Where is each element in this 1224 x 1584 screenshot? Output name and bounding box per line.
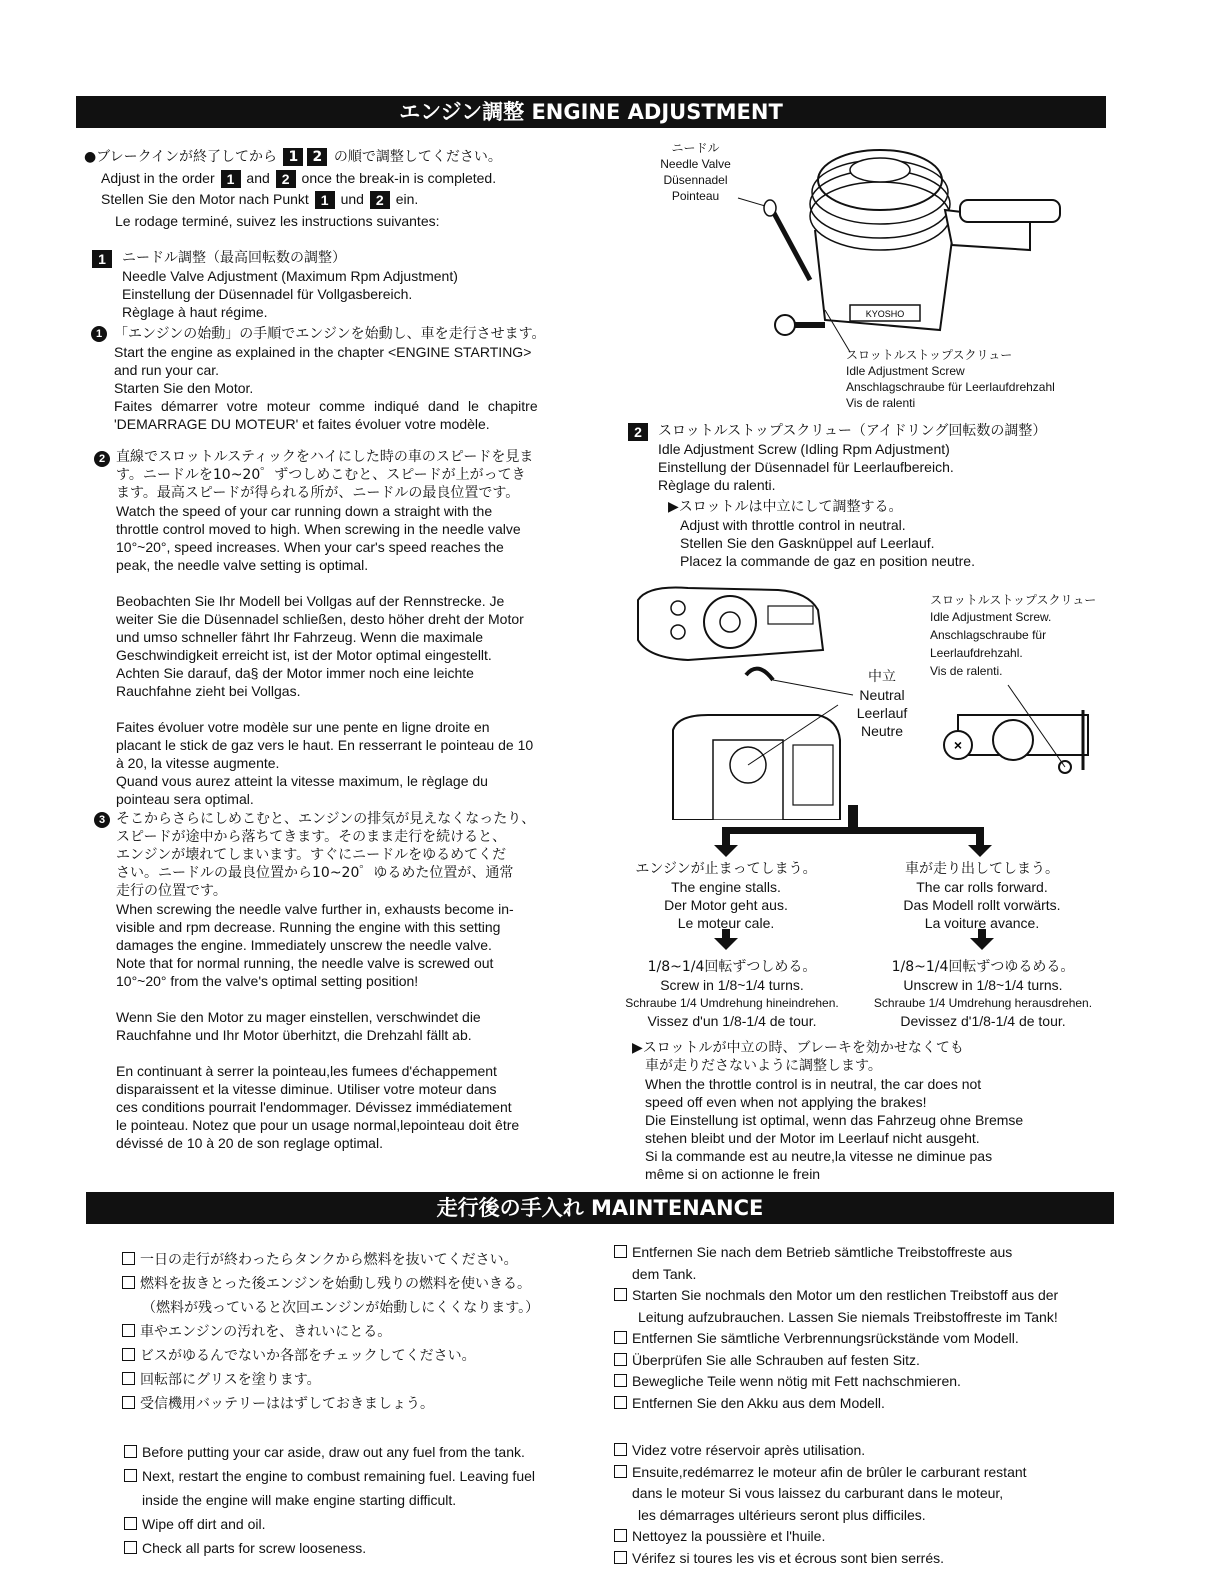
intro-en-a: Adjust in the order [101, 170, 215, 186]
intro-de-und: und [340, 191, 364, 207]
step-box-1: 1 [315, 191, 335, 209]
maint-jp-text: ビスがゆるんでないか各部をチェックしてください。 [140, 1348, 476, 1364]
section2-fr: Règlage du ralenti. [658, 477, 776, 493]
neutral-de: Leerlauf [856, 705, 908, 721]
flow-right-jp: 車が走り出してしまう。 [905, 861, 1059, 877]
maint-fr-item [614, 1440, 1027, 1462]
step3-fr3: ces conditions pourrait l'endommager. Dévissez immédiatement [116, 1099, 512, 1115]
step-box-2: 2 [370, 191, 390, 209]
maint-fr-text: dans le moteur Si vous laissez du carburant dans le moteur, [632, 1485, 1004, 1501]
section2-de: Einstellung der Düsennadel für Leerlaufbereich. [658, 459, 954, 475]
flow-left-jp: エンジンが止まってしまう。 [635, 861, 817, 877]
tx-stop-en: Idle Adjustment Screw. [930, 610, 1052, 624]
step1-text [114, 325, 588, 433]
flow-left-de: Der Motor geht aus. [664, 897, 788, 913]
maint-en-text: Next, restart the engine to combust remaining fuel. Leaving fuel [142, 1468, 535, 1484]
step1-en2: and run your car. [114, 362, 220, 378]
maint-en-item [124, 1536, 535, 1560]
idle-en: Idle Adjustment Screw [846, 364, 965, 378]
idle-screw-label [846, 347, 1055, 411]
checkbox-icon [614, 1353, 627, 1366]
step-box-1: 1 [221, 170, 241, 188]
step3-en3: damages the engine. Immediately unscrew the needle valve. [116, 937, 492, 953]
maint-de-item [614, 1264, 1058, 1286]
flow-left [616, 860, 836, 932]
step2-text [116, 448, 588, 808]
maint-de-text: Entfernen Sie sämtliche Verbrennungsrückstände vom Modell. [632, 1330, 1019, 1346]
tx-stop-label [930, 592, 1096, 680]
section1-box: 1 [92, 250, 112, 268]
checkbox-icon [124, 1469, 137, 1482]
step3-jp1: そこからさらにしめこむと、エンジンの排気が見えなくなったり、 [116, 811, 536, 827]
maint-en-text: Check all parts for screw looseness. [142, 1540, 367, 1556]
intro-de-b: ein. [395, 191, 419, 207]
checkbox-icon [124, 1517, 137, 1530]
note-fr1: Si la commande est au neutre,la vitesse ne diminue pas [645, 1148, 993, 1164]
maint-de-item [614, 1242, 1058, 1264]
maint-jp-text: 燃料を抜きとった後エンジンを始動し残りの燃料を使いきる。 [140, 1276, 532, 1292]
step2-en4: peak, the needle valve setting is optimal. [116, 557, 369, 573]
step3-text [116, 810, 568, 1152]
note-jp2: 車が走りださないように調整します。 [645, 1058, 882, 1074]
checkbox-icon [122, 1396, 135, 1409]
step3-fr4: le pointeau. Notez que pour un usage normal,lepointeau doit être [116, 1117, 520, 1133]
checkbox-icon [614, 1288, 627, 1301]
maint-jp-text: 回転部にグリスを塗ります。 [140, 1372, 321, 1388]
maint-jp-text: 車やエンジンの汚れを、きれいにとる。 [140, 1324, 392, 1340]
step3-jp4: さい。ニードルの最良位置から10~20゜ゆるめた位置が、通常 [116, 865, 514, 881]
tx-stop-de1: Anschlagschraube für [930, 628, 1047, 642]
maint-fr-text: Vérifez si toures les vis et écrous sont bien serrés. [632, 1549, 945, 1566]
checkbox-icon [614, 1245, 627, 1258]
checkbox-icon [122, 1348, 135, 1361]
checkbox-icon [614, 1465, 627, 1478]
maint-fr-text: Videz votre réservoir après utilisation. [632, 1442, 866, 1458]
maint-de-list [614, 1242, 1058, 1414]
step3-en5: 10°~20° from the valve's optimal setting position! [116, 973, 419, 989]
maint-fr-text: Nettoyez la poussière et l'huile. [632, 1528, 826, 1544]
maint-fr-item [614, 1505, 1027, 1527]
step2-de4: Geschwindigkeit erreicht ist, ist der Motor optimal eingestellt. [116, 647, 492, 663]
checkbox-icon [614, 1396, 627, 1409]
intro-en [101, 169, 496, 188]
flow-right-en: The car rolls forward. [916, 879, 1048, 895]
step3-en4: Note that for normal running, the needle valve is screwed out [116, 955, 494, 971]
flow-left2-en: Screw in 1/8~1/4 turns. [660, 977, 804, 993]
note-en2: speed off even when not applying the brakes! [645, 1094, 927, 1110]
checkbox-icon [122, 1252, 135, 1265]
needle-de: Düsennadel [663, 173, 728, 187]
flow-left2-fr: Vissez d'un 1/8-1/4 de tour. [647, 1013, 817, 1029]
maint-de-item [614, 1307, 1058, 1329]
checkbox-icon [614, 1443, 627, 1456]
step1-fr2: 'DEMARRAGE DU MOTEUR' et faites évoluer votre modèle. [114, 416, 490, 432]
maint-fr-item [614, 1483, 1027, 1505]
maint-en-item [124, 1440, 535, 1464]
maint-de-item [614, 1371, 1058, 1393]
flow-left2-jp: 1/8~1/4回転ずつしめる。 [647, 959, 817, 975]
neutral-fr: Neutre [860, 723, 904, 739]
engine-illustration [730, 130, 1100, 370]
intro-jp [84, 148, 502, 166]
idle-fr: Vis de ralenti [846, 396, 916, 410]
maint-de-item [614, 1285, 1058, 1307]
step2-de2: weiter Sie die Düsennadel schließen, desto höher dreht der Motor [116, 611, 524, 627]
checkbox-icon [122, 1372, 135, 1385]
maintenance-header: 走行後の手入れ MAINTENANCE [86, 1192, 1114, 1224]
step1-de: Starten Sie den Motor. [114, 380, 254, 396]
step1-circle: 1 [91, 326, 107, 342]
note-fr2: même si on actionne le frein [645, 1166, 821, 1182]
step2-jp3: ます。最高スピードが得られる所が、ニードルの最良位置です。 [116, 485, 520, 501]
step3-jp3: エンジンが壊れてしまいます。すぐにニードルをゆるめてくだ [116, 847, 507, 863]
maint-en-item [124, 1488, 535, 1512]
maint-en-list [124, 1440, 535, 1560]
step-box-2: 2 [276, 170, 296, 188]
step-box-2: 2 [307, 148, 327, 166]
neutral-jp: 中立 [868, 669, 896, 685]
flow-right [872, 860, 1092, 932]
section2-sub-en: Adjust with throttle control in neutral. [680, 517, 906, 533]
note-de2: stehen bleibt und der Motor im Leerlauf nicht ausgeht. [645, 1130, 980, 1146]
section1-en: Needle Valve Adjustment (Maximum Rpm Adjustment) [122, 268, 458, 284]
needle-label [648, 140, 743, 204]
maint-jp-text: 受信機用バッテリーははずしておきましょう。 [140, 1396, 434, 1412]
step3-circle: 3 [94, 812, 110, 828]
checkbox-icon [124, 1445, 137, 1458]
intro-de [101, 190, 418, 209]
section1-heading [122, 249, 458, 321]
intro-fr: Le rodage terminé, suivez les instructions suivantes: [115, 213, 440, 229]
step3-jp5: 走行の位置です。 [116, 883, 227, 899]
maint-en-item [124, 1512, 535, 1536]
step2-en2: throttle control moved to high. When screwing in the needle valve [116, 521, 521, 537]
section1-de: Einstellung der Düsennadel für Vollgasbereich. [122, 286, 413, 302]
step2-fr1: Faites évoluer votre modèle sur une pente en ligne droite en [116, 719, 490, 735]
maint-jp-item [122, 1368, 539, 1392]
maint-de-text: Entfernen Sie nach dem Betrieb sämtliche Treibstoffreste aus [632, 1244, 1013, 1260]
flow-left-en: The engine stalls. [671, 879, 781, 895]
step2-de5: Achten Sie darauf, da§ der Motor immer noch eine leichte [116, 665, 474, 681]
checkbox-icon [614, 1529, 627, 1542]
section2-box: 2 [628, 423, 648, 441]
maint-de-item [614, 1393, 1058, 1415]
idle-de: Anschlagschraube für Leerlaufdrehzahl [846, 380, 1055, 394]
maint-jp-item [122, 1296, 539, 1320]
step3-fr5: dévissé de 10 à 20 de son reglage optimal. [116, 1135, 383, 1151]
checkbox-icon [614, 1551, 627, 1564]
step3-en2: visible and rpm decrease. Running the engine with this setting [116, 919, 501, 935]
maint-jp-item [122, 1248, 539, 1272]
tx-stop-de2: Leerlaufdrehzahl. [930, 646, 1023, 660]
step3-jp2: スピードが途中から落ちてきます。そのまま走行を続けると、 [116, 829, 507, 845]
flow-right2 [858, 958, 1108, 1030]
section2-jp: スロットルストップスクリュー（アイドリング回転数の調整） [658, 423, 1047, 439]
section2-sub [668, 498, 975, 570]
section1-jp: ニードル調整（最高回転数の調整） [122, 250, 346, 266]
step2-fr3: à 20, la vitesse augmente. [116, 755, 280, 771]
maint-fr-item [614, 1548, 1027, 1570]
maint-fr-text: les démarrages ultérieurs seront plus difficiles. [638, 1506, 926, 1523]
step2-fr4: Quand vous aurez atteint la vitesse maximum, le règlage du [116, 773, 488, 789]
screw-x: × [953, 737, 963, 753]
checkbox-icon [122, 1276, 135, 1289]
maint-jp-item [122, 1320, 539, 1344]
neutral-label [848, 668, 916, 740]
maint-jp-item [122, 1344, 539, 1368]
intro-jp-suffix: の順で調整してください。 [333, 149, 502, 165]
maint-de-text: Starten Sie nochmals den Motor um den restlichen Treibstoff aus der [632, 1287, 1059, 1303]
step3-fr2: disparaissent et la vitesse diminue. Utiliser votre moteur dans [116, 1081, 497, 1097]
needle-jp: ニードル [671, 141, 720, 155]
intro-jp-prefix: ●ブレークインが終了してから [84, 149, 277, 165]
maint-de-item [614, 1328, 1058, 1350]
maint-jp-item [122, 1392, 539, 1416]
maint-en-text: inside the engine will make engine starting difficult. [142, 1492, 457, 1508]
step2-fr5: pointeau sera optimal. [116, 791, 254, 807]
step2-de1: Beobachten Sie Ihr Modell bei Vollgas auf der Rennstrecke. Je [116, 593, 505, 609]
needle-fr: Pointeau [671, 189, 720, 203]
note-en1: When the throttle control is in neutral, the car does not [645, 1076, 982, 1092]
maint-en-item [124, 1464, 535, 1488]
section2-heading [658, 422, 1046, 494]
flow-left2-de: Schraube 1/4 Umdrehung hineindrehen. [625, 996, 839, 1010]
maint-de-text: Leitung aufzubrauchen. Lassen Sie niemals Treibstoffreste im Tank! [638, 1308, 1058, 1325]
maint-jp-item [122, 1272, 539, 1296]
step2-en3: 10°~20°, speed increases. When your car's speed reaches the [116, 539, 504, 555]
step2-de6: Rauchfahne zieht bei Vollgas. [116, 683, 301, 699]
flow-right2-fr: Devissez d'1/8-1/4 de tour. [900, 1013, 1066, 1029]
step2-jp1: 直線でスロットルスティックをハイにした時の車のスピードを見ま [116, 449, 534, 465]
flow-right-de: Das Modell rollt vorwärts. [903, 897, 1061, 913]
flow-right2-jp: 1/8~1/4回転ずつゆるめる。 [891, 959, 1075, 975]
checkbox-icon [614, 1374, 627, 1387]
maint-en-text: Before putting your car aside, draw out any fuel from the tank. [142, 1444, 525, 1460]
maint-de-item [614, 1350, 1058, 1372]
maint-fr-list [614, 1440, 1027, 1569]
step2-fr2: placant le stick de gaz vers le haut. En resserrant le pointeau de 10 [116, 737, 534, 753]
maint-de-text: Entfernen Sie den Akku aus dem Modell. [632, 1394, 885, 1411]
tx-stop-jp: スロットルストップスクリュー [930, 593, 1097, 607]
maint-fr-text: Ensuite,redémarrez le moteur afin de brûler le carburant restant [632, 1463, 1027, 1480]
note-de1: Die Einstellung ist optimal, wenn das Fahrzeug ohne Bremse [645, 1112, 1024, 1128]
checkbox-icon [614, 1331, 627, 1344]
step2-de3: und umso schneller fährt Ihr Fahrzeug. Wenn die maximale [116, 629, 484, 645]
maint-fr-item [614, 1526, 1027, 1548]
flow-right2-de: Schraube 1/4 Umdrehung herausdrehen. [873, 996, 1093, 1010]
maint-de-text: Überprüfen Sie alle Schrauben auf festen Sitz. [632, 1351, 920, 1368]
step3-de2: Rauchfahne und Ihr Motor überhitzt, die Drehzahl fällt ab. [116, 1027, 472, 1043]
maint-jp-text: 一日の走行が終わったらタンクから燃料を抜いてください。 [140, 1252, 518, 1268]
maint-de-text: Bewegliche Teile wenn nötig mit Fett nachschmieren. [632, 1373, 961, 1389]
step1-en1: Start the engine as explained in the chapter <ENGINE STARTING> [114, 344, 532, 360]
flow-right-fr: La voiture avance. [924, 915, 1040, 931]
neutral-en: Neutral [859, 687, 905, 703]
maint-fr-item [614, 1462, 1027, 1484]
step2-en1: Watch the speed of your car running down a straight with the [116, 503, 493, 519]
note-jp1: ▶スロットルが中立の時、ブレーキを効かせなくても [632, 1040, 964, 1056]
section2-sub-de: Stellen Sie den Gasknüppel auf Leerlauf. [680, 535, 935, 551]
step3-en1: When screwing the needle valve further in, exhausts become in- [116, 901, 514, 917]
engine-brand-text: KYOSHO [865, 309, 905, 319]
maint-jp-list [122, 1248, 539, 1416]
section2-en: Idle Adjustment Screw (Idling Rpm Adjustment) [658, 441, 950, 457]
needle-en: Needle Valve [660, 157, 731, 171]
step-box-1: 1 [283, 148, 303, 166]
flow-right2-en: Unscrew in 1/8~1/4 turns. [903, 977, 1063, 993]
section2-sub-fr: Placez la commande de gaz en position neutre. [680, 553, 975, 569]
maint-jp-text: （燃料が残っていると次回エンジンが始動しにくくなります。） [142, 1300, 540, 1316]
section1-fr: Règlage à haut régime. [122, 304, 268, 320]
idle-jp: スロットルストップスクリュー [846, 348, 1013, 362]
step3-de1: Wenn Sie den Motor zu mager einstellen, verschwindet die [116, 1009, 481, 1025]
step2-jp2: す。ニードルを10~20゜ずつしめこむと、スピードが上がってき [116, 467, 526, 483]
intro-de-a: Stellen Sie den Motor nach Punkt [101, 191, 309, 207]
flow-left-fr: Le moteur cale. [677, 915, 775, 931]
checkbox-icon [122, 1324, 135, 1337]
checkbox-icon [124, 1541, 137, 1554]
maint-de-text: dem Tank. [632, 1265, 697, 1282]
step2-circle: 2 [94, 451, 110, 467]
step1-jp: 「エンジンの始動」の手順でエンジンを始動し、車を走行させます。 [114, 326, 546, 342]
intro-en-and: and [246, 170, 270, 186]
intro-en-b: once the break-in is completed. [301, 170, 497, 186]
neutral-note [632, 1039, 1023, 1183]
flow-left2 [600, 958, 864, 1030]
maint-en-text: Wipe off dirt and oil. [142, 1516, 266, 1532]
section2-sub-jp: ▶スロットルは中立にして調整する。 [668, 499, 903, 515]
step1-fr1: Faites démarrer votre moteur comme indiqué dand le chapitre [114, 398, 538, 414]
tx-stop-fr: Vis de ralenti. [930, 664, 1003, 678]
engine-adjustment-header: エンジン調整 ENGINE ADJUSTMENT [76, 96, 1106, 128]
step3-fr1: En continuant à serrer la pointeau,les fumees d'échappement [116, 1063, 497, 1079]
